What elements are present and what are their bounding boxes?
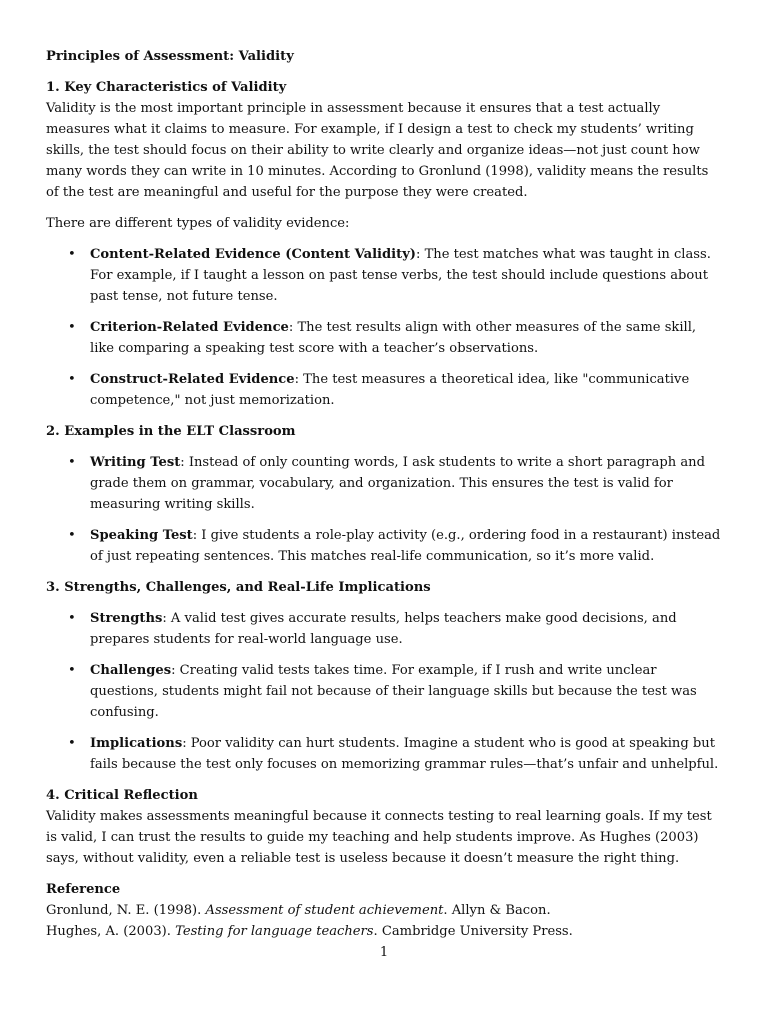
paragraph-reflection: Validity makes assessments meaningful because it connects testing to real learning goals. If my test is valid, I can trust the results to guide my teaching and help students improve. As Hughes (2003) says, without validity, even a reliable test is useless because it doesn’t measure the right thing. <box>46 809 712 866</box>
list-item-term: Implications <box>90 736 183 751</box>
section-heading-reflection: 4. Critical Reflection <box>46 788 198 803</box>
list-item-text: : Creating valid tests takes time. For example, if I rush and write unclear questions, students might fail not because of their language skills but because the test was confusing. <box>90 663 697 720</box>
section-heading-strengths: 3. Strengths, Challenges, and Real-Life Implications <box>46 580 431 595</box>
list-validity-evidence <box>46 244 722 411</box>
list-item <box>46 244 722 307</box>
reference-title: Testing for language teachers <box>175 924 374 939</box>
list-item-text: : Poor validity can hurt students. Imagine a student who is good at speaking but fails because the test only focuses on memorizing grammar rules—that’s unfair and unhelpful. <box>90 736 719 772</box>
list-item <box>46 525 722 567</box>
list-item <box>46 608 722 650</box>
list-item-text: : Instead of only counting words, I ask students to write a short paragraph and grade them on grammar, vocabulary, and organization. This ensures the test is valid for measuring writing skills. <box>90 455 705 512</box>
reference-entry <box>46 900 722 921</box>
list-item-term: Strengths <box>90 611 163 626</box>
document-title: Principles of Assessment: Validity <box>46 49 294 64</box>
list-item-term: Criterion-Related Evidence <box>90 320 289 335</box>
section-heading-examples: 2. Examples in the ELT Classroom <box>46 424 296 439</box>
paragraph-evidence-types: There are different types of validity evidence: <box>46 216 350 231</box>
reference-authors: Gronlund, N. E. (1998). <box>46 903 206 918</box>
reference-publisher: . Allyn & Bacon. <box>443 903 551 918</box>
list-item-term: Content-Related Evidence (Content Validity) <box>90 247 416 262</box>
list-item <box>46 369 722 411</box>
list-item <box>46 452 722 515</box>
page-number: 1 <box>379 945 389 960</box>
reference-publisher: . Cambridge University Press. <box>373 924 573 939</box>
list-item <box>46 660 722 723</box>
reference-authors: Hughes, A. (2003). <box>46 924 176 939</box>
list-strengths-challenges <box>46 608 722 775</box>
list-item-text: : I give students a role-play activity (e.g., ordering food in a restaurant) instead of just repeating sentences. This matches real-life communication, so it’s more valid. <box>90 528 721 564</box>
list-item-term: Challenges <box>90 663 172 678</box>
section-heading-key-characteristics: 1. Key Characteristics of Validity <box>46 80 287 95</box>
list-item-text: : A valid test gives accurate results, helps teachers make good decisions, and prepares students for real-world language use. <box>90 611 677 647</box>
list-item-term: Writing Test <box>90 455 181 470</box>
reference-entry <box>46 921 722 942</box>
list-item-text: : The test measures a theoretical idea, like "communicative competence," not just memorization. <box>90 372 690 408</box>
list-item-text: : The test results align with other measures of the same skill, like comparing a speaking test score with a teacher’s observations. <box>90 320 697 356</box>
list-item-text: : The test matches what was taught in class. For example, if I taught a lesson on past tense verbs, the test should include questions about past tense, not future tense. <box>90 247 711 304</box>
section-heading-reference: Reference <box>46 882 121 897</box>
reference-title: Assessment of student achievement <box>205 903 444 918</box>
list-item-term: Speaking Test <box>90 528 193 543</box>
list-item-term: Construct-Related Evidence <box>90 372 295 387</box>
list-item <box>46 317 722 359</box>
list-item <box>46 733 722 775</box>
paragraph-validity-intro: Validity is the most important principle in assessment because it ensures that a test actually measures what it claims to measure. For example, if I design a test to check my students’ writing skills, the test should focus on their ability to write clearly and organize ideas—not just count how many words they can write in 10 minutes. According to Gronlund (1998), validity means the results of the test are meaningful and useful for the purpose they were created. <box>46 101 709 200</box>
list-elt-examples <box>46 452 722 567</box>
